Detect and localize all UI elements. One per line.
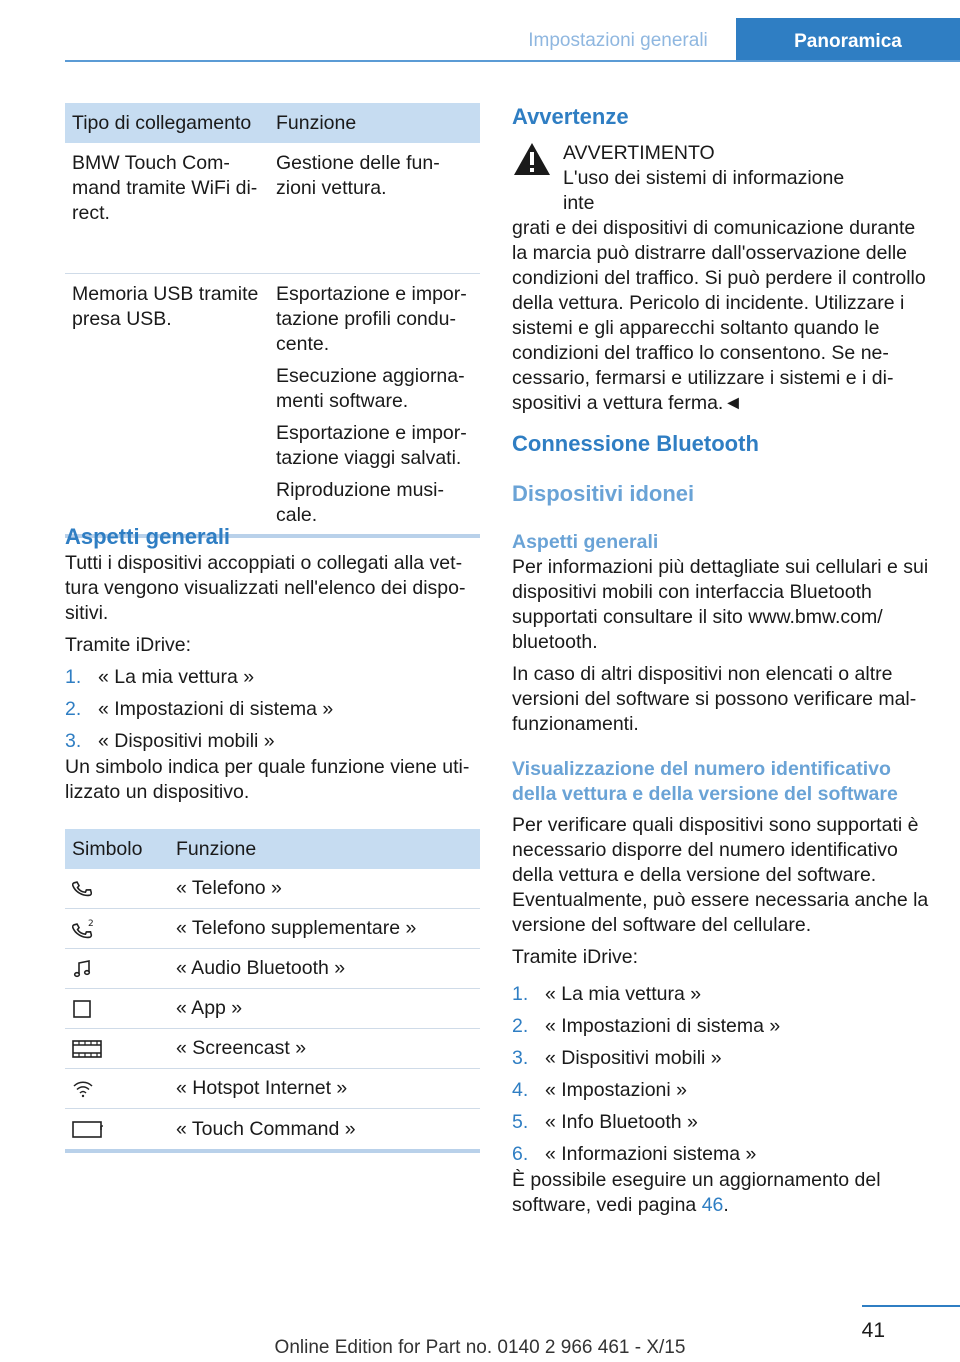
function-cell: « Telefono » — [176, 877, 282, 899]
step-text: « Impostazioni di sistema » — [545, 1015, 781, 1037]
step-number: 4. — [512, 1079, 529, 1101]
function-cell: « App » — [176, 997, 243, 1019]
subsection-heading: Aspetti generali — [512, 531, 659, 553]
paragraph: Per verificare quali dispositivi sono supportati è necessario disporre del numero identificativo della vettura e della versione del software. Eventualmente, può essere necessaria anche la versione del software del cellulare. — [512, 814, 929, 936]
table-header-row — [65, 103, 480, 143]
step-text: « Dispositivi mobili » — [545, 1047, 722, 1069]
step-number: 5. — [512, 1111, 529, 1133]
bluetooth-section — [512, 430, 930, 1218]
table-cell — [269, 143, 480, 273]
step-number: 2. — [512, 1015, 529, 1037]
list-item — [512, 1014, 930, 1046]
table-header-cell: Tipo di collegamento — [72, 111, 252, 134]
screencast-icon — [72, 1039, 102, 1059]
step-text: « Impostazioni di sistema » — [98, 698, 334, 720]
phone-icon — [72, 879, 92, 899]
table-cell — [269, 274, 480, 534]
list-item — [512, 1046, 930, 1078]
step-number: 3. — [512, 1047, 529, 1069]
connection-type-table — [65, 103, 480, 538]
warnings-section — [512, 103, 930, 416]
phone-2-icon — [72, 918, 96, 940]
table-row — [65, 989, 480, 1029]
footer-rule — [862, 1305, 960, 1307]
step-text: « Impostazioni » — [545, 1079, 687, 1101]
paragraph: Un simbolo indica per quale funzione viene utilizzato un dispositivo. — [65, 756, 470, 803]
warning-triangle-icon — [512, 141, 552, 177]
table-cell-line: Esportazione e importazione profili conducente. — [276, 283, 467, 355]
table-row — [65, 869, 480, 909]
table-row — [65, 949, 480, 989]
paragraph — [512, 1168, 930, 1218]
table-row — [65, 1109, 480, 1149]
app-square-icon — [72, 999, 92, 1019]
symbol-cell — [65, 989, 169, 1028]
table-cell-line: Esportazione e importazione viaggi salvati. — [276, 422, 467, 469]
function-cell: « Audio Bluetooth » — [176, 957, 346, 979]
table-cell-line: Esecuzione aggiornamenti software. — [276, 365, 465, 412]
step-text: « Dispositivi mobili » — [98, 730, 275, 752]
warning-header-text — [563, 141, 881, 216]
paragraph: In caso di altri dispositivi non elencati o altre versioni del software si possono verificare malfunzionamenti. — [512, 663, 917, 735]
step-list — [512, 982, 930, 1174]
header-tab-panoramica: Panoramica — [736, 18, 960, 62]
list-item — [65, 697, 480, 729]
step-text: « Info Bluetooth » — [545, 1111, 698, 1133]
section-heading: Avvertenze — [512, 104, 629, 129]
paragraph: Per informazioni più dettagliate sui cellulari e sui dispositivi mobili con interfaccia Bluetooth supportati consultare il sito www.bmw.com/ bluetooth. — [512, 556, 929, 653]
table-header-cell: Funzione — [276, 111, 357, 134]
step-number: 3. — [65, 730, 82, 752]
subsection-heading: Visualizzazione del numero identificativo della vettura e della versione del software — [512, 758, 898, 805]
table-row — [65, 274, 480, 534]
wifi-icon — [72, 1079, 94, 1099]
page-link[interactable]: 46 — [701, 1194, 724, 1216]
table-row — [65, 143, 480, 274]
subsection-heading: Dispositivi idonei — [512, 481, 695, 506]
table-row — [65, 1069, 480, 1109]
page-number: 41 — [861, 1319, 885, 1342]
section-heading: Connessione Bluetooth — [512, 431, 759, 456]
warning-label: AVVERTIMENTO — [563, 142, 715, 164]
symbol-table — [65, 829, 480, 1153]
list-item — [512, 982, 930, 1014]
general-section — [65, 523, 480, 812]
table-cell-line: Gestione delle funzioni vettura. — [276, 152, 440, 199]
table-row — [65, 909, 480, 949]
table-cell-line: Riproduzione musicale. — [276, 479, 444, 526]
svg-text:2: 2 — [88, 918, 94, 929]
function-cell: « Hotspot Internet » — [176, 1077, 348, 1099]
paragraph: Tutti i dispositivi accoppiati o collegati alla vettura vengono visualizzati nell'elenco dei dispositivi. — [65, 552, 466, 624]
symbol-cell — [65, 1029, 169, 1068]
step-text: « Informazioni sistema » — [545, 1143, 757, 1165]
warning-text-first-line: L'uso dei sistemi di informazione inte — [563, 167, 845, 214]
update-text: È possibile eseguire un aggiornamento del software, vedi pagina — [512, 1169, 881, 1216]
header-section-title: Impostazioni generali — [528, 30, 708, 51]
symbol-cell — [65, 949, 169, 988]
paragraph: Tramite iDrive: — [65, 634, 192, 656]
table-cell: Memoria USB tramite presa USB. — [72, 283, 259, 330]
step-text: « La mia vettura » — [98, 666, 255, 688]
table-header-row — [65, 829, 480, 869]
step-number: 1. — [512, 983, 529, 1005]
symbol-cell — [65, 1109, 169, 1149]
symbol-cell — [65, 869, 169, 908]
list-item — [512, 1110, 930, 1142]
warning-text: grati e dei dispositivi di comunicazione durante la marcia può distrarre dall'osservazione delle condizioni del traffico. Si può perdere il controllo della vettura. Pericolo di incidente. Utilizzare i sistemi e gli apparecchi soltanto quando le condizioni del traffico lo consentono. Se necessario, fermarsi e utilizzare i sistemi e i dispositivi a vettura ferma.◄ — [512, 217, 926, 414]
step-number: 2. — [65, 698, 82, 720]
table-bottom-rule — [65, 1149, 480, 1153]
symbol-cell — [65, 1069, 169, 1108]
section-heading: Aspetti generali — [65, 524, 231, 549]
header-rule — [65, 60, 960, 62]
step-number: 6. — [512, 1143, 529, 1165]
function-cell: « Screencast » — [176, 1037, 307, 1059]
paragraph: Tramite iDrive: — [512, 946, 639, 968]
touch-command-icon — [72, 1119, 104, 1139]
warning-header — [512, 141, 930, 216]
table-cell: BMW Touch Command tramite WiFi direct. — [72, 152, 258, 224]
list-item — [512, 1078, 930, 1110]
symbol-cell — [65, 909, 169, 948]
table-row — [65, 1029, 480, 1069]
list-item — [65, 665, 480, 697]
function-cell: « Touch Command » — [176, 1117, 356, 1140]
step-list — [65, 665, 480, 761]
function-cell: « Telefono supplementare » — [176, 917, 417, 939]
edition-note: Online Edition for Part no. 0140 2 966 461 - X/15 — [274, 1337, 686, 1358]
update-text-end: . — [723, 1194, 729, 1216]
table-header-cell: Simbolo — [72, 837, 143, 860]
step-text: « La mia vettura » — [545, 983, 702, 1005]
table-header-cell: Funzione — [176, 837, 257, 860]
music-note-icon — [72, 959, 92, 979]
step-number: 1. — [65, 666, 82, 688]
